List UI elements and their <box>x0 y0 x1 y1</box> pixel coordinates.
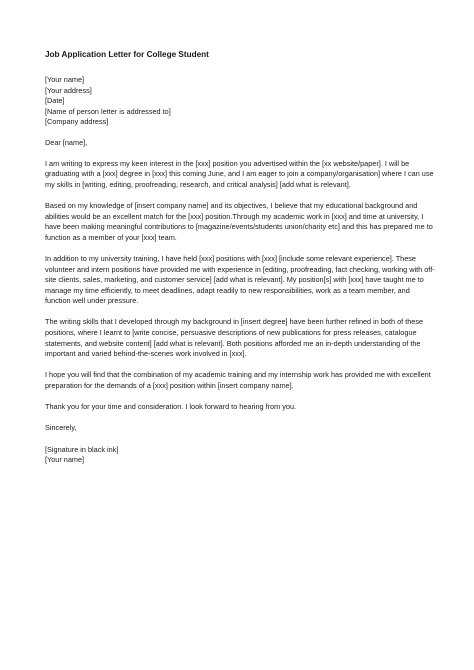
address-line-name: [Your name] <box>45 75 85 84</box>
paragraph-writing-skills: The writing skills that I developed through my background in [insert degree] have been further refined in both of these positions, where I learnt to [write concise, persuasive descriptions of new publications for press releases, catalogue statements, and website content] [add what is relevant]. Both positions afforded me an in-depth understanding of the important and varied behind-the-scenes work involved in [xxx]. <box>45 317 424 359</box>
paragraph-experience: In addition to my university training, I have held [xxx] positions with [xxx] [include some relevant experience]. These volunteer and intern positions have provided me with experience in [editing, proofreading, fact checking, working with off-site clients, sales, marketing, and customer service] [add what is relevant]. My position[s] with [xxx] have taught me to manage my time efficiently, to meet deadlines, adapt readily to new responsibilities, work as a team member, and function well under pressure. <box>45 253 435 306</box>
paragraph-conclusion: I hope you will find that the combination of my academic training and my internship work has provided me with excellent preparation for the demands of a [xxx] position within [insert company name]. <box>45 370 431 391</box>
signature-name: [Your name] <box>45 455 85 465</box>
address-line-date: [Date] <box>45 96 65 106</box>
letter-body <box>45 49 437 466</box>
document-title: Job Application Letter for College Student <box>45 50 209 59</box>
address-line-company-address: [Company address] <box>45 117 109 127</box>
address-line-address: [Your address] <box>45 85 92 95</box>
paragraph-introduction: I am writing to express my keen interest in the [xxx] position you advertised within the [xx website/paper]. I will be graduating with a [xxx] degree in [xxx] this coming June, and I am eager to join a company/organisation] where I can use my skills in [writing, editing, proofreading, research, and critical analysis] [add what is relevant]. <box>45 158 434 189</box>
paragraph-company-fit: Based on my knowledge of [insert company name] and its objectives, I believe that my educational background and abilities would be an excellent match for the [xxx] position.Through my academic work in [xxx] and time at university, I have been making meaningful contributions to [magazine/events/students union/charity etc] and this has prepared me to function as a member of your [xxx] team. <box>45 200 433 242</box>
address-line-recipient: [Name of person letter is addressed to] <box>45 106 171 116</box>
signature-block <box>45 445 437 466</box>
signature-line: [Signature in black ink] <box>45 444 119 454</box>
salutation: Dear [name], <box>45 137 88 147</box>
closing: Sincerely, <box>45 423 77 433</box>
paragraph-thanks: Thank you for your time and consideration. I look forward to hearing from you. <box>45 402 297 412</box>
sender-address-block <box>45 75 437 128</box>
